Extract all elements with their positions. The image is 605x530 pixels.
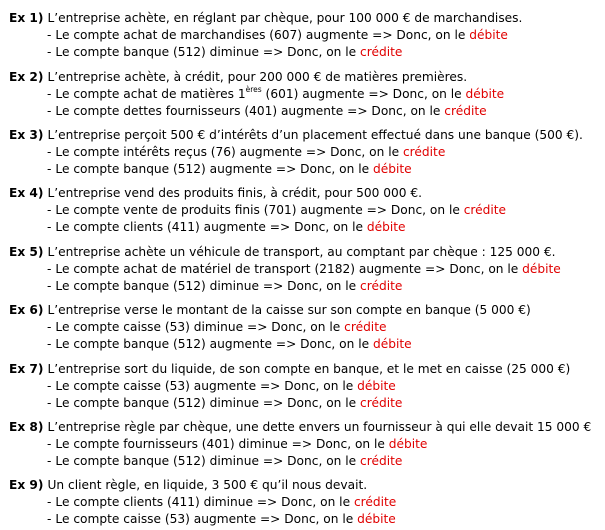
exercise-statement [9, 477, 603, 494]
debit-credit-label: débite [469, 28, 508, 42]
account-line: - Le compte clients (411) diminue => Donc, on le crédite [47, 495, 397, 509]
exercise-number: Ex 4) [9, 186, 44, 200]
exercise-2 [9, 69, 603, 120]
account-text: Le compte caisse (53) diminue => Donc, on le [55, 320, 345, 334]
exercise-statement [9, 127, 603, 144]
account-text: Le compte clients (411) augmente => Donc, on le [55, 220, 367, 234]
exercise-text: Un client règle, en liquide, 3 500 € qu’il nous devait. [47, 478, 368, 492]
account-line: - Le compte intérêts reçus (76) augmente => Donc, on le crédite [47, 145, 446, 159]
exercise-number: Ex 8) [9, 420, 44, 434]
exercise-5 [9, 244, 603, 295]
debit-credit-label: crédite [402, 145, 446, 159]
exercise-number: Ex 2) [9, 70, 44, 84]
account-text: Le compte fournisseurs (401) diminue => Donc, on le [55, 437, 389, 451]
debit-credit-label: crédite [360, 45, 403, 59]
exercise-number: Ex 3) [9, 128, 44, 142]
account-text: Le compte dettes fournisseurs (401) augmente => Donc, on le [55, 104, 445, 118]
superscript: ères [245, 85, 262, 94]
account-line: - Le compte fournisseurs (401) diminue => Donc, on le débite [47, 437, 428, 451]
account-line: - Le compte banque (512) diminue => Donc, on le crédite [47, 396, 403, 410]
exercise-statement [9, 361, 603, 378]
account-text: Le compte clients (411) diminue => Donc, on le [55, 495, 354, 509]
exercise-number: Ex 5) [9, 245, 44, 259]
account-text: Le compte banque (512) diminue => Donc, on le [55, 396, 361, 410]
exercise-text: L’entreprise sort du liquide, de son compte en banque, et le met en caisse (25 000 €) [47, 362, 571, 376]
debit-credit-label: débite [372, 337, 412, 351]
exercise-statement [9, 419, 603, 436]
account-text: Le compte intérêts reçus (76) augmente => Donc, on le [55, 145, 403, 159]
debit-credit-label: débite [522, 262, 561, 276]
debit-credit-label: crédite [463, 203, 507, 217]
exercise-number: Ex 9) [9, 478, 44, 492]
debit-credit-label: débite [357, 512, 396, 526]
exercise-text: L’entreprise vend des produits finis, à crédit, pour 500 000 €. [47, 186, 423, 200]
account-line: - Le compte banque (512) diminue => Donc, on le crédite [47, 45, 403, 59]
exercise-3 [9, 127, 603, 178]
account-text: Le compte banque (512) augmente => Donc, on le [55, 337, 373, 351]
account-text: Le compte vente de produits finis (701) augmente => Donc, on le [55, 203, 464, 217]
exercise-statement [9, 69, 603, 86]
account-text: Le compte banque (512) diminue => Donc, on le [55, 279, 361, 293]
debit-credit-label: crédite [360, 454, 403, 468]
debit-credit-label: débite [357, 379, 396, 393]
account-line: - Le compte banque (512) diminue => Donc, on le crédite [47, 454, 403, 468]
exercise-statement [9, 10, 603, 27]
account-line: - Le compte achat de matières 1ères (601) augmente => Donc, on le débite [47, 85, 505, 101]
debit-credit-label: débite [388, 437, 428, 451]
account-text-prefix: Le compte achat de matières 1 [55, 87, 246, 101]
exercise-text: L’entreprise achète un véhicule de transport, au comptant par chèque : 125 000 €. [47, 245, 556, 259]
account-line: - Le compte caisse (53) augmente => Donc, on le débite [47, 512, 396, 526]
debit-credit-label: crédite [360, 396, 403, 410]
debit-credit-label: débite [366, 220, 406, 234]
exercise-statement [9, 302, 603, 319]
account-text: Le compte achat de matériel de transport (2182) augmente => Donc, on le [55, 262, 523, 276]
account-line: - Le compte dettes fournisseurs (401) augmente => Donc, on le crédite [47, 104, 487, 118]
debit-credit-label: débite [465, 87, 505, 101]
account-text: Le compte banque (512) diminue => Donc, on le [55, 45, 361, 59]
exercise-number: Ex 7) [9, 362, 44, 376]
account-line: - Le compte banque (512) augmente => Donc, on le débite [47, 337, 412, 351]
exercise-6 [9, 302, 603, 353]
exercise-text: L’entreprise achète, en réglant par chèque, pour 100 000 € de marchandises. [47, 11, 523, 25]
exercise-text: L’entreprise règle par chèque, une dette envers un fournisseur à qui elle devait 15 000 € [47, 420, 592, 434]
exercise-statement [9, 244, 603, 261]
exercise-number: Ex 1) [9, 11, 44, 25]
exercise-text: L’entreprise perçoit 500 € d’intérêts d’un placement effectué dans une banque (500 €). [47, 128, 583, 142]
exercise-7 [9, 361, 603, 412]
debit-credit-label: débite [372, 162, 412, 176]
exercise-text: L’entreprise achète, à crédit, pour 200 000 € de matières premières. [47, 70, 468, 84]
account-line: - Le compte banque (512) augmente => Donc, on le débite [47, 162, 412, 176]
account-line: - Le compte banque (512) diminue => Donc, on le crédite [47, 279, 403, 293]
exercise-4 [9, 185, 603, 236]
account-line: - Le compte caisse (53) diminue => Donc, on le crédite [47, 320, 387, 334]
exercise-8 [9, 419, 603, 470]
exercise-text: L’entreprise verse le montant de la caisse sur son compte en banque (5 000 €) [47, 303, 531, 317]
debit-credit-label: crédite [360, 279, 403, 293]
exercise-number: Ex 6) [9, 303, 44, 317]
exercise-9 [9, 477, 603, 528]
account-text: Le compte banque (512) diminue => Donc, on le [55, 454, 361, 468]
account-text: Le compte achat de marchandises (607) augmente => Donc, on le [55, 28, 470, 42]
account-line: - Le compte caisse (53) augmente => Donc, on le débite [47, 379, 396, 393]
account-line: - Le compte vente de produits finis (701) augmente => Donc, on le crédite [47, 203, 507, 217]
account-line: - Le compte clients (411) augmente => Donc, on le débite [47, 220, 406, 234]
account-text: Le compte caisse (53) augmente => Donc, on le [55, 379, 358, 393]
exercise-statement [9, 185, 603, 202]
debit-credit-label: crédite [353, 495, 397, 509]
account-text: Le compte banque (512) augmente => Donc, on le [55, 162, 373, 176]
account-text: (601) augmente => Donc, on le [261, 87, 466, 101]
account-line: - Le compte achat de matériel de transport (2182) augmente => Donc, on le débite [47, 262, 561, 276]
account-line: - Le compte achat de marchandises (607) augmente => Donc, on le débite [47, 28, 508, 42]
account-text: Le compte caisse (53) augmente => Donc, on le [55, 512, 358, 526]
exercise-1 [9, 10, 603, 61]
debit-credit-label: crédite [444, 104, 487, 118]
debit-credit-label: crédite [344, 320, 387, 334]
